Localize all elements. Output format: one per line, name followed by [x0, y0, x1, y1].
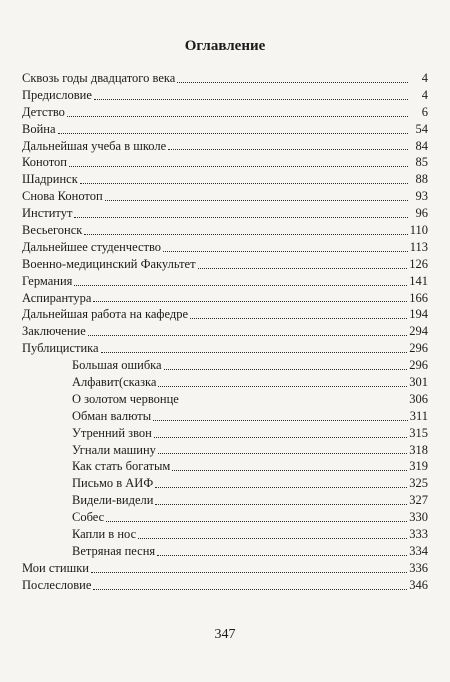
toc-entry-label: Утренний звон: [72, 425, 152, 440]
toc-entry-page: 296: [409, 341, 428, 356]
toc-entry: [22, 323, 428, 340]
toc-entry: [22, 222, 428, 239]
toc-entry-page: 333: [409, 527, 428, 542]
dot-leader: [198, 267, 408, 269]
toc-entry-label: Аспирантура: [22, 290, 92, 305]
dot-leader: [91, 571, 407, 573]
toc-entry: [22, 306, 428, 323]
toc-entry-page: 88: [415, 172, 428, 187]
dot-leader: [101, 351, 408, 353]
dot-leader: [158, 452, 407, 454]
toc-entry-label: Капли в нос: [72, 527, 137, 542]
dot-leader: [84, 233, 407, 235]
toc-entry: [22, 188, 428, 205]
toc-entry-label: Война: [22, 121, 56, 136]
dot-leader: [69, 165, 408, 167]
toc-subentry: [22, 425, 428, 442]
toc-entry-page: 306: [409, 391, 428, 406]
toc-entry: [22, 121, 428, 138]
toc-entry-page: 318: [409, 442, 428, 457]
toc-entry: [22, 577, 428, 594]
dot-leader: [58, 132, 408, 134]
toc-entry: [22, 256, 428, 273]
toc-entry-label: Сквозь годы двадцатого века: [22, 71, 176, 85]
toc-entry-label: Алфавит(сказка: [72, 375, 157, 390]
toc-entry-label: Собес: [72, 510, 105, 525]
toc-entry: [22, 154, 428, 171]
toc-entry-page: 194: [409, 307, 428, 322]
toc-subentry: [22, 509, 428, 526]
dot-leader: [181, 402, 407, 404]
toc-entry-page: 311: [409, 408, 428, 423]
dot-leader: [93, 588, 407, 590]
toc-entry-label: Детство: [22, 104, 65, 119]
toc-entry-page: 6: [421, 104, 428, 119]
dot-leader: [158, 385, 407, 387]
toc-subentry: [22, 526, 428, 543]
toc-entry-label: Ветряная песня: [72, 543, 156, 558]
toc-subentry: [22, 357, 428, 374]
toc-entry: [22, 560, 428, 577]
table-of-contents: [22, 70, 428, 594]
dot-leader: [106, 520, 407, 522]
dot-leader: [164, 368, 408, 370]
toc-entry-page: 327: [409, 493, 428, 508]
toc-entry-page: 84: [415, 138, 428, 153]
dot-leader: [80, 182, 408, 184]
toc-entry-page: 4: [421, 71, 428, 85]
dot-leader: [105, 199, 408, 201]
dot-leader: [155, 503, 407, 505]
toc-entry-page: 325: [409, 476, 428, 491]
toc-entry-label: Дальнейшая работа на кафедре: [22, 307, 189, 322]
toc-entry-page: 301: [409, 375, 428, 390]
toc-entry-label: Видели-видели: [72, 493, 154, 508]
toc-subentry: [22, 408, 428, 425]
toc-entry-label: Институт: [22, 206, 73, 221]
toc-subentry: [22, 391, 428, 408]
toc-entry-page: 319: [409, 459, 428, 474]
toc-entry-label: Конотоп: [22, 155, 67, 170]
toc-entry: [22, 171, 428, 188]
toc-subentry: [22, 543, 428, 560]
toc-subentry: [22, 475, 428, 492]
toc-entry-label: Заключение: [22, 324, 86, 339]
toc-entry: [22, 239, 428, 256]
toc-subentry: [22, 492, 428, 509]
toc-entry-label: Большая ошибка: [72, 358, 162, 373]
toc-entry: [22, 138, 428, 155]
dot-leader: [153, 419, 408, 421]
toc-entry-label: Предисловие: [22, 87, 92, 102]
dot-leader: [190, 317, 407, 319]
toc-entry-label: Мои стишки: [22, 560, 89, 575]
toc-entry-label: Дальнейшее студенчество: [22, 239, 162, 254]
dot-leader: [94, 98, 408, 100]
dot-leader: [157, 554, 407, 556]
toc-entry-label: Угнали машину: [72, 442, 156, 457]
toc-entry-page: 315: [409, 425, 428, 440]
page-number: 347: [214, 627, 236, 642]
toc-entry-page: 346: [409, 577, 428, 592]
toc-entry-page: 113: [409, 239, 428, 254]
toc-entry-page: 54: [415, 121, 428, 136]
dot-leader: [154, 436, 407, 438]
toc-entry: [22, 104, 428, 121]
dot-leader: [74, 284, 407, 286]
toc-entry-page: 4: [421, 87, 428, 102]
toc-entry-label: Обман валюты: [72, 408, 152, 423]
dot-leader: [177, 81, 408, 83]
toc-entry-page: 296: [409, 358, 428, 373]
dot-leader: [172, 469, 407, 471]
toc-subentry: [22, 458, 428, 475]
dot-leader: [88, 334, 408, 336]
toc-entry-page: 141: [409, 273, 428, 288]
toc-entry-label: Публицистика: [22, 341, 99, 356]
toc-entry-label: Военно-медицинский Факультет: [22, 256, 196, 271]
toc-entry-label: Письмо в АИФ: [72, 476, 154, 491]
toc-entry-page: 330: [409, 510, 428, 525]
dot-leader: [67, 115, 408, 117]
toc-title: Оглавление: [184, 38, 266, 54]
dot-leader: [138, 537, 407, 539]
toc-entry-page: 85: [415, 155, 428, 170]
dot-leader: [163, 250, 408, 252]
toc-entry-label: Снова Конотоп: [22, 189, 103, 204]
toc-entry-label: Дальнейшая учеба в школе: [22, 138, 167, 153]
toc-entry: [22, 290, 428, 307]
toc-entry-page: 166: [409, 290, 428, 305]
dot-leader: [155, 486, 407, 488]
toc-entry-page: 294: [409, 324, 428, 339]
toc-entry-page: 126: [409, 256, 428, 271]
toc-entry-label: О золотом червонце: [72, 391, 179, 406]
dot-leader: [93, 300, 407, 302]
toc-entry: [22, 87, 428, 104]
toc-subentry: [22, 374, 428, 391]
toc-entry-label: Послесловие: [22, 577, 92, 592]
toc-entry-label: Германия: [22, 273, 73, 288]
toc-entry-label: Весьегонск: [22, 223, 83, 238]
toc-entry-label: Шадринск: [22, 172, 78, 187]
toc-entry-page: 334: [409, 543, 428, 558]
toc-entry: [22, 273, 428, 290]
toc-subentry: [22, 442, 428, 459]
toc-entry-page: 110: [409, 223, 428, 238]
toc-entry: [22, 340, 428, 357]
dot-leader: [74, 216, 408, 218]
toc-entry-label: Как стать богатым: [72, 459, 171, 474]
toc-entry-page: 96: [415, 206, 428, 221]
toc-entry: [22, 205, 428, 222]
dot-leader: [168, 148, 408, 150]
toc-entry-page: 93: [415, 189, 428, 204]
toc-entry-page: 336: [409, 560, 428, 575]
toc-entry: [22, 70, 428, 87]
